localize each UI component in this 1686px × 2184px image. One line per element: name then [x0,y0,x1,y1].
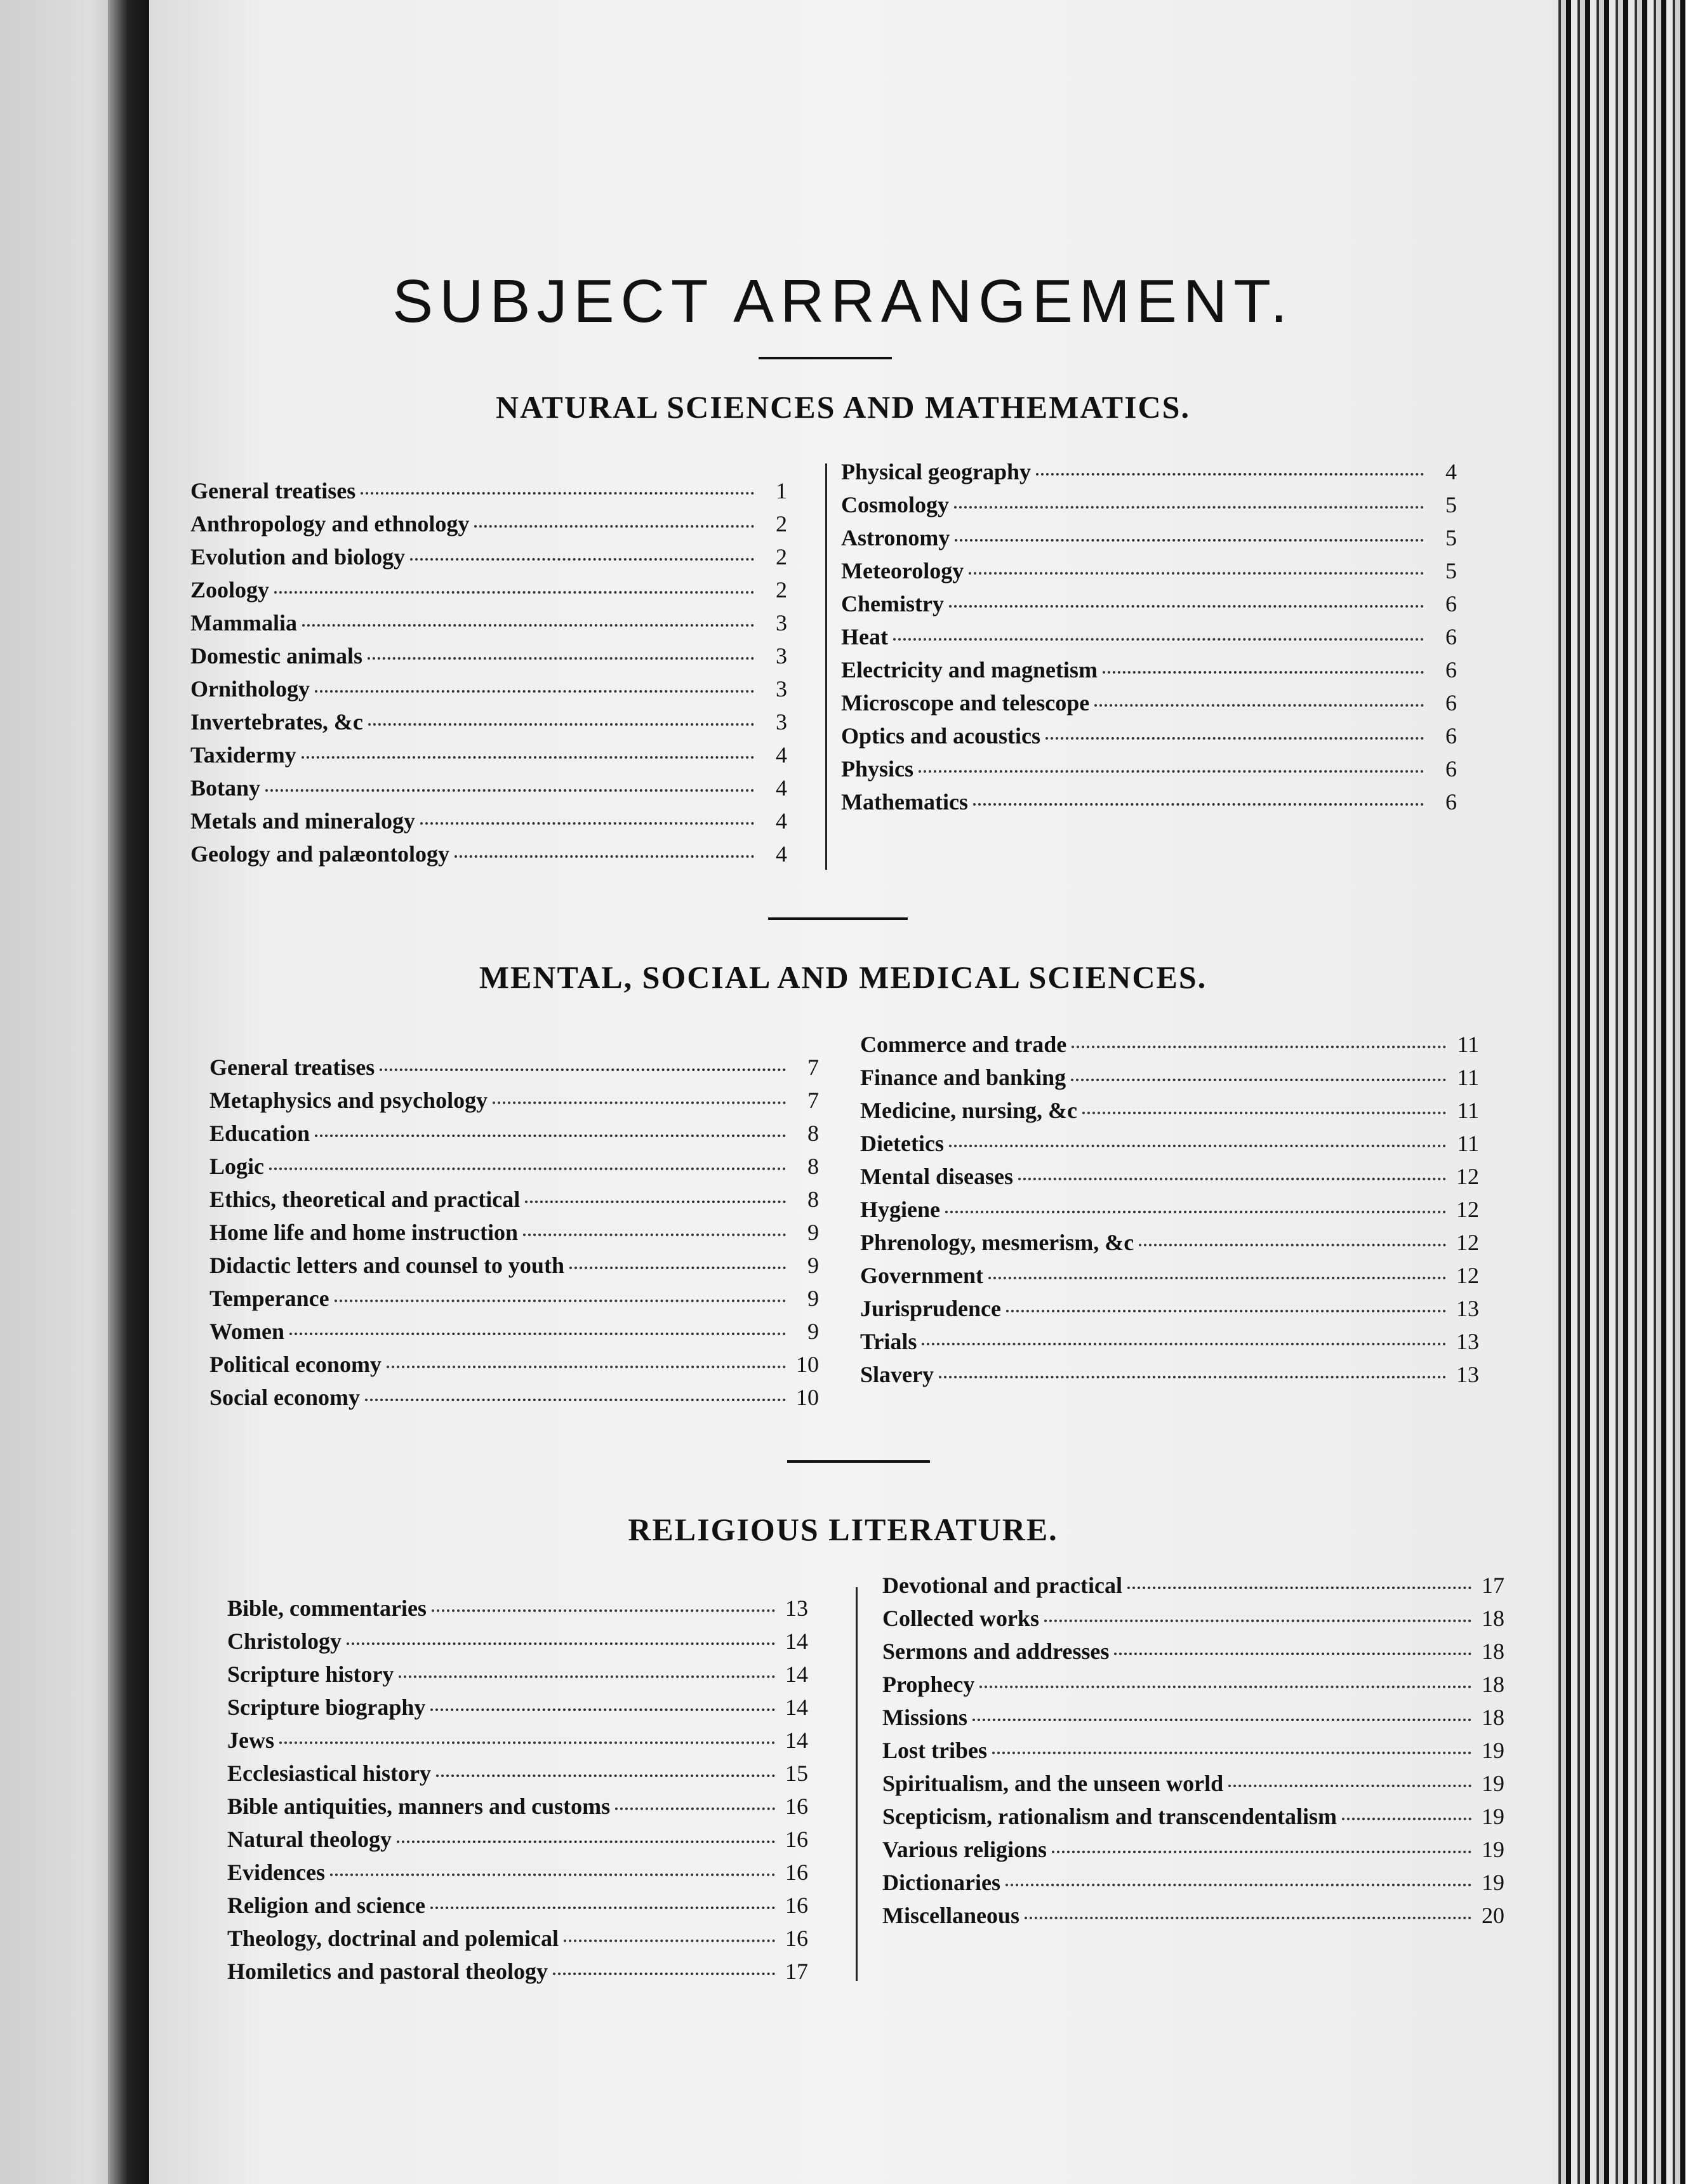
entry-label: Domestic animals [190,643,362,669]
entry-page-number: 5 [1445,558,1457,583]
entry-page-number: 11 [1457,1065,1479,1090]
dot-leader [330,1874,775,1876]
index-entry [190,841,787,874]
entry-label: Homiletics and pastoral theology [227,1959,548,1984]
dot-leader [1025,1917,1471,1919]
entry-label: Evidences [227,1860,326,1885]
entry-label: Finance and banking [860,1065,1066,1090]
entry-page-number: 12 [1456,1230,1479,1255]
entry-label: Botany [190,775,261,801]
index-entry [860,1064,1479,1097]
dot-leader [1071,1079,1446,1081]
entry-page-number: 11 [1457,1098,1479,1123]
dot-leader [922,1343,1446,1345]
dot-leader [1139,1244,1446,1246]
index-entry [841,689,1457,722]
entry-page-number: 6 [1445,789,1457,815]
dot-leader [368,657,754,660]
index-entry [227,1661,808,1694]
index-entry [860,1031,1479,1064]
section-heading-natural-sciences: NATURAL SCIENCES AND MATHEMATICS. [496,389,1190,425]
entry-label: Political economy [209,1352,382,1377]
section-religious-literature-right-column [882,1572,1504,1978]
entry-page-number: 1 [776,478,787,503]
entry-page-number: 14 [785,1628,808,1654]
dot-leader [1082,1112,1446,1114]
entry-label: Electricity and magnetism [841,657,1098,682]
index-entry [190,742,787,775]
entry-page-number: 8 [807,1187,819,1212]
index-entry [227,1892,808,1925]
entry-page-number: 17 [1482,1573,1504,1598]
entry-page-number: 10 [796,1385,819,1410]
dot-leader [1103,671,1424,674]
dot-leader [436,1774,775,1777]
dot-leader [564,1940,775,1942]
index-entry [209,1384,819,1417]
entry-page-number: 16 [785,1926,808,1951]
entry-page-number: 2 [776,544,787,569]
index-entry [190,609,787,643]
index-entry [227,1925,808,1958]
index-entry [209,1120,819,1153]
entry-page-number: 6 [1445,690,1457,716]
entry-page-number: 18 [1482,1705,1504,1730]
entry-label: Mammalia [190,610,297,636]
index-entry [860,1328,1479,1361]
index-entry [209,1219,819,1252]
dot-leader [1036,473,1424,476]
index-entry [860,1295,1479,1328]
entry-label: Devotional and practical [882,1573,1122,1598]
entry-label: Microscope and telescope [841,690,1090,716]
entry-page-number: 4 [776,775,787,801]
entry-page-number: 18 [1482,1639,1504,1664]
entry-label: Miscellaneous [882,1903,1019,1928]
index-entry [882,1605,1504,1638]
entry-page-number: 11 [1457,1131,1479,1156]
entry-label: Commerce and trade [860,1032,1067,1057]
entry-page-number: 4 [776,841,787,867]
dot-leader [1045,737,1424,740]
dot-leader [315,690,754,693]
dot-leader [397,1841,775,1843]
dot-leader [430,1907,775,1909]
dot-leader [1052,1851,1471,1853]
entry-label: Meteorology [841,558,964,583]
index-entry [190,543,787,576]
entry-page-number: 9 [807,1253,819,1278]
dot-leader [1006,1310,1446,1312]
entry-label: Cosmology [841,492,949,517]
entry-label: Temperance [209,1286,329,1311]
entry-page-number: 18 [1482,1606,1504,1631]
entry-label: Various religions [882,1837,1047,1862]
dot-leader [1006,1884,1471,1886]
dot-leader [939,1376,1446,1378]
dot-leader [474,525,754,528]
entry-label: Metaphysics and psychology [209,1088,488,1113]
entry-label: Theology, doctrinal and polemical [227,1926,559,1951]
entry-page-number: 6 [1445,591,1457,616]
entry-page-number: 13 [1456,1362,1479,1387]
dot-leader [979,1686,1471,1688]
dot-leader [949,1145,1446,1147]
entry-page-number: 8 [807,1154,819,1179]
entry-page-number: 3 [776,610,787,636]
entry-label: Prophecy [882,1672,975,1697]
entry-page-number: 4 [776,742,787,768]
entry-page-number: 6 [1445,756,1457,782]
index-entry [190,477,787,510]
dot-leader [368,723,754,726]
entry-label: Social economy [209,1385,360,1410]
entry-label: Jews [227,1728,274,1753]
dot-leader [523,1234,786,1236]
entry-page-number: 19 [1482,1738,1504,1763]
entry-label: Sermons and addresses [882,1639,1110,1664]
dot-leader [432,1609,775,1612]
dot-leader [525,1201,786,1203]
index-entry [860,1163,1479,1196]
entry-label: Christology [227,1628,342,1654]
index-entry [227,1793,808,1826]
dot-leader [1127,1587,1471,1589]
entry-label: Invertebrates, &c [190,709,363,735]
index-entry [860,1361,1479,1394]
entry-label: Physics [841,756,914,782]
index-entry [882,1770,1504,1803]
index-entry [227,1694,808,1727]
entry-page-number: 18 [1482,1672,1504,1697]
entry-label: Bible, commentaries [227,1595,427,1621]
entry-page-number: 7 [807,1055,819,1080]
index-entry [209,1351,819,1384]
index-entry [841,789,1457,822]
section-natural-sciences-right-column [841,458,1457,865]
title-rule [759,357,892,359]
entry-label: Scripture history [227,1661,394,1687]
entry-page-number: 9 [807,1286,819,1311]
entry-label: Ornithology [190,676,310,702]
entry-page-number: 2 [776,577,787,603]
entry-label: Home life and home instruction [209,1220,518,1245]
entry-page-number: 14 [785,1728,808,1753]
index-entry [841,557,1457,590]
entry-page-number: 10 [796,1352,819,1377]
entry-label: Heat [841,624,888,649]
entry-page-number: 14 [785,1695,808,1720]
index-entry [227,1628,808,1661]
section-religious-literature-left-column [227,1595,808,2001]
entry-page-number: 9 [807,1220,819,1245]
entry-label: Women [209,1319,285,1344]
dot-leader [430,1708,775,1711]
entry-label: Slavery [860,1362,934,1387]
section-heading-mental-social-medical: MENTAL, SOCIAL AND MEDICAL SCIENCES. [479,959,1207,995]
entry-page-number: 20 [1482,1903,1504,1928]
entry-label: Taxidermy [190,742,296,768]
dot-leader [955,539,1424,542]
section-natural-sciences-left-column [190,477,787,884]
entry-page-number: 13 [785,1595,808,1621]
section-mental-social-left-column [209,1054,819,1435]
dot-leader [992,1752,1471,1754]
index-entry [882,1737,1504,1770]
entry-page-number: 16 [785,1827,808,1852]
dot-leader [302,624,754,627]
column-divider [825,463,827,870]
entry-label: General treatises [209,1055,375,1080]
index-entry [882,1836,1504,1869]
entry-label: Hygiene [860,1197,940,1222]
entry-label: Scepticism, rationalism and transcendentalism [882,1804,1337,1829]
index-entry [227,1859,808,1892]
dot-leader [410,558,754,561]
entry-page-number: 16 [785,1860,808,1885]
index-entry [882,1572,1504,1605]
column-divider [856,1587,858,1981]
dot-leader [1094,704,1424,707]
index-entry [882,1704,1504,1737]
page-title: SUBJECT ARRANGEMENT. [392,267,1294,335]
dot-leader [347,1642,775,1645]
dot-leader [493,1102,786,1104]
dot-leader [315,1135,786,1137]
entry-page-number: 17 [785,1959,808,1984]
dot-leader [380,1069,786,1071]
dot-leader [949,605,1424,608]
index-entry [841,756,1457,789]
entry-page-number: 4 [1445,459,1457,484]
dot-leader [569,1267,786,1269]
index-entry [841,722,1457,756]
entry-label: Anthropology and ethnology [190,511,470,536]
entry-page-number: 4 [776,808,787,834]
entry-label: Mental diseases [860,1164,1013,1189]
dot-leader [954,506,1424,509]
entry-label: Education [209,1121,310,1146]
dot-leader [1044,1620,1471,1622]
dot-leader [455,855,754,858]
entry-page-number: 3 [776,709,787,735]
dot-leader [289,1333,786,1335]
entry-label: Mathematics [841,789,968,815]
entry-page-number: 19 [1482,1771,1504,1796]
dot-leader [361,492,754,495]
dot-leader [988,1277,1446,1279]
index-entry [882,1671,1504,1704]
entry-label: Religion and science [227,1893,425,1918]
entry-label: Logic [209,1154,264,1179]
entry-label: Bible antiquities, manners and customs [227,1794,611,1819]
entry-page-number: 6 [1445,723,1457,749]
index-entry [860,1229,1479,1262]
entry-page-number: 3 [776,676,787,702]
entry-label: Dictionaries [882,1870,1000,1895]
index-entry [209,1252,819,1285]
index-entry [882,1869,1504,1902]
index-entry [227,1595,808,1628]
entry-label: Physical geography [841,459,1032,484]
index-entry [209,1054,819,1087]
index-entry [190,510,787,543]
index-entry [190,709,787,742]
dot-leader [1114,1653,1471,1655]
entry-label: Geology and palæontology [190,841,450,867]
entry-label: Collected works [882,1606,1039,1631]
dot-leader [1342,1818,1471,1820]
entry-page-number: 3 [776,643,787,669]
entry-label: Government [860,1263,983,1288]
section-rule [787,1460,930,1463]
entry-page-number: 19 [1482,1837,1504,1862]
entry-label: Ethics, theoretical and practical [209,1187,521,1212]
section-rule [768,917,908,920]
dot-leader [1072,1046,1446,1048]
dot-leader [615,1808,775,1810]
dot-leader [969,572,1424,575]
dot-leader [387,1366,786,1368]
entry-page-number: 5 [1445,492,1457,517]
entry-page-number: 13 [1456,1296,1479,1321]
index-entry [209,1186,819,1219]
dot-leader [893,638,1424,641]
entry-label: Evolution and biology [190,544,406,569]
index-entry [209,1318,819,1351]
index-entry [841,458,1457,491]
index-entry [190,643,787,676]
entry-label: Jurisprudence [860,1296,1002,1321]
dot-leader [269,1168,786,1170]
dot-leader [945,1211,1446,1213]
index-entry [190,676,787,709]
entry-page-number: 14 [785,1661,808,1687]
index-entry [860,1196,1479,1229]
dot-leader [420,822,754,825]
entry-label: Ecclesiastical history [227,1761,431,1786]
section-heading-religious-literature: RELIGIOUS LITERATURE. [628,1512,1058,1547]
entry-label: General treatises [190,478,356,503]
entry-label: Chemistry [841,591,944,616]
index-entry [841,491,1457,524]
entry-page-number: 15 [785,1761,808,1786]
dot-leader [265,789,754,792]
entry-page-number: 12 [1456,1197,1479,1222]
index-entry [227,1958,808,1991]
entry-page-number: 16 [785,1794,808,1819]
entry-label: Lost tribes [882,1738,987,1763]
index-entry [209,1087,819,1120]
entry-label: Natural theology [227,1827,392,1852]
entry-page-number: 19 [1482,1804,1504,1829]
index-entry [841,524,1457,557]
entry-label: Scripture biography [227,1695,426,1720]
entry-label: Astronomy [841,525,950,550]
index-entry [841,623,1457,656]
section-mental-social-right-column [860,1031,1479,1412]
dot-leader [279,1741,775,1744]
entry-page-number: 11 [1457,1032,1479,1057]
index-entry [860,1262,1479,1295]
entry-page-number: 2 [776,511,787,536]
entry-label: Zoology [190,577,270,603]
dot-leader [335,1300,786,1302]
entry-page-number: 13 [1456,1329,1479,1354]
dot-leader [302,756,754,759]
index-entry [190,576,787,609]
entry-label: Phrenology, mesmerism, &c [860,1230,1134,1255]
entry-label: Medicine, nursing, &c [860,1098,1077,1123]
dot-leader [1228,1785,1471,1787]
dot-leader [973,803,1424,806]
dot-leader [399,1675,775,1678]
entry-page-number: 5 [1445,525,1457,550]
entry-page-number: 12 [1456,1164,1479,1189]
entry-label: Missions [882,1705,968,1730]
index-entry [841,656,1457,689]
entry-label: Trials [860,1329,917,1354]
dot-leader [553,1973,775,1975]
index-entry [882,1638,1504,1671]
entry-page-number: 6 [1445,657,1457,682]
entry-page-number: 16 [785,1893,808,1918]
index-entry [209,1153,819,1186]
index-entry [882,1902,1504,1935]
dot-leader [365,1399,786,1401]
dot-leader [1018,1178,1446,1180]
entry-page-number: 8 [807,1121,819,1146]
index-entry [860,1130,1479,1163]
dot-leader [972,1719,1471,1721]
index-entry [209,1285,819,1318]
entry-page-number: 19 [1482,1870,1504,1895]
entry-label: Dietetics [860,1131,944,1156]
index-entry [227,1760,808,1793]
index-entry [190,775,787,808]
entry-label: Didactic letters and counsel to youth [209,1253,564,1278]
index-entry [190,808,787,841]
entry-label: Spiritualism, and the unseen world [882,1771,1224,1796]
entry-label: Optics and acoustics [841,723,1041,749]
index-entry [860,1097,1479,1130]
index-entry [841,590,1457,623]
dot-leader [919,770,1424,773]
entry-page-number: 12 [1456,1263,1479,1288]
entry-page-number: 9 [807,1319,819,1344]
dot-leader [274,591,754,594]
entry-page-number: 6 [1445,624,1457,649]
index-entry [227,1727,808,1760]
entry-label: Metals and mineralogy [190,808,415,834]
index-entry [227,1826,808,1859]
index-entry [882,1803,1504,1836]
entry-page-number: 7 [807,1088,819,1113]
